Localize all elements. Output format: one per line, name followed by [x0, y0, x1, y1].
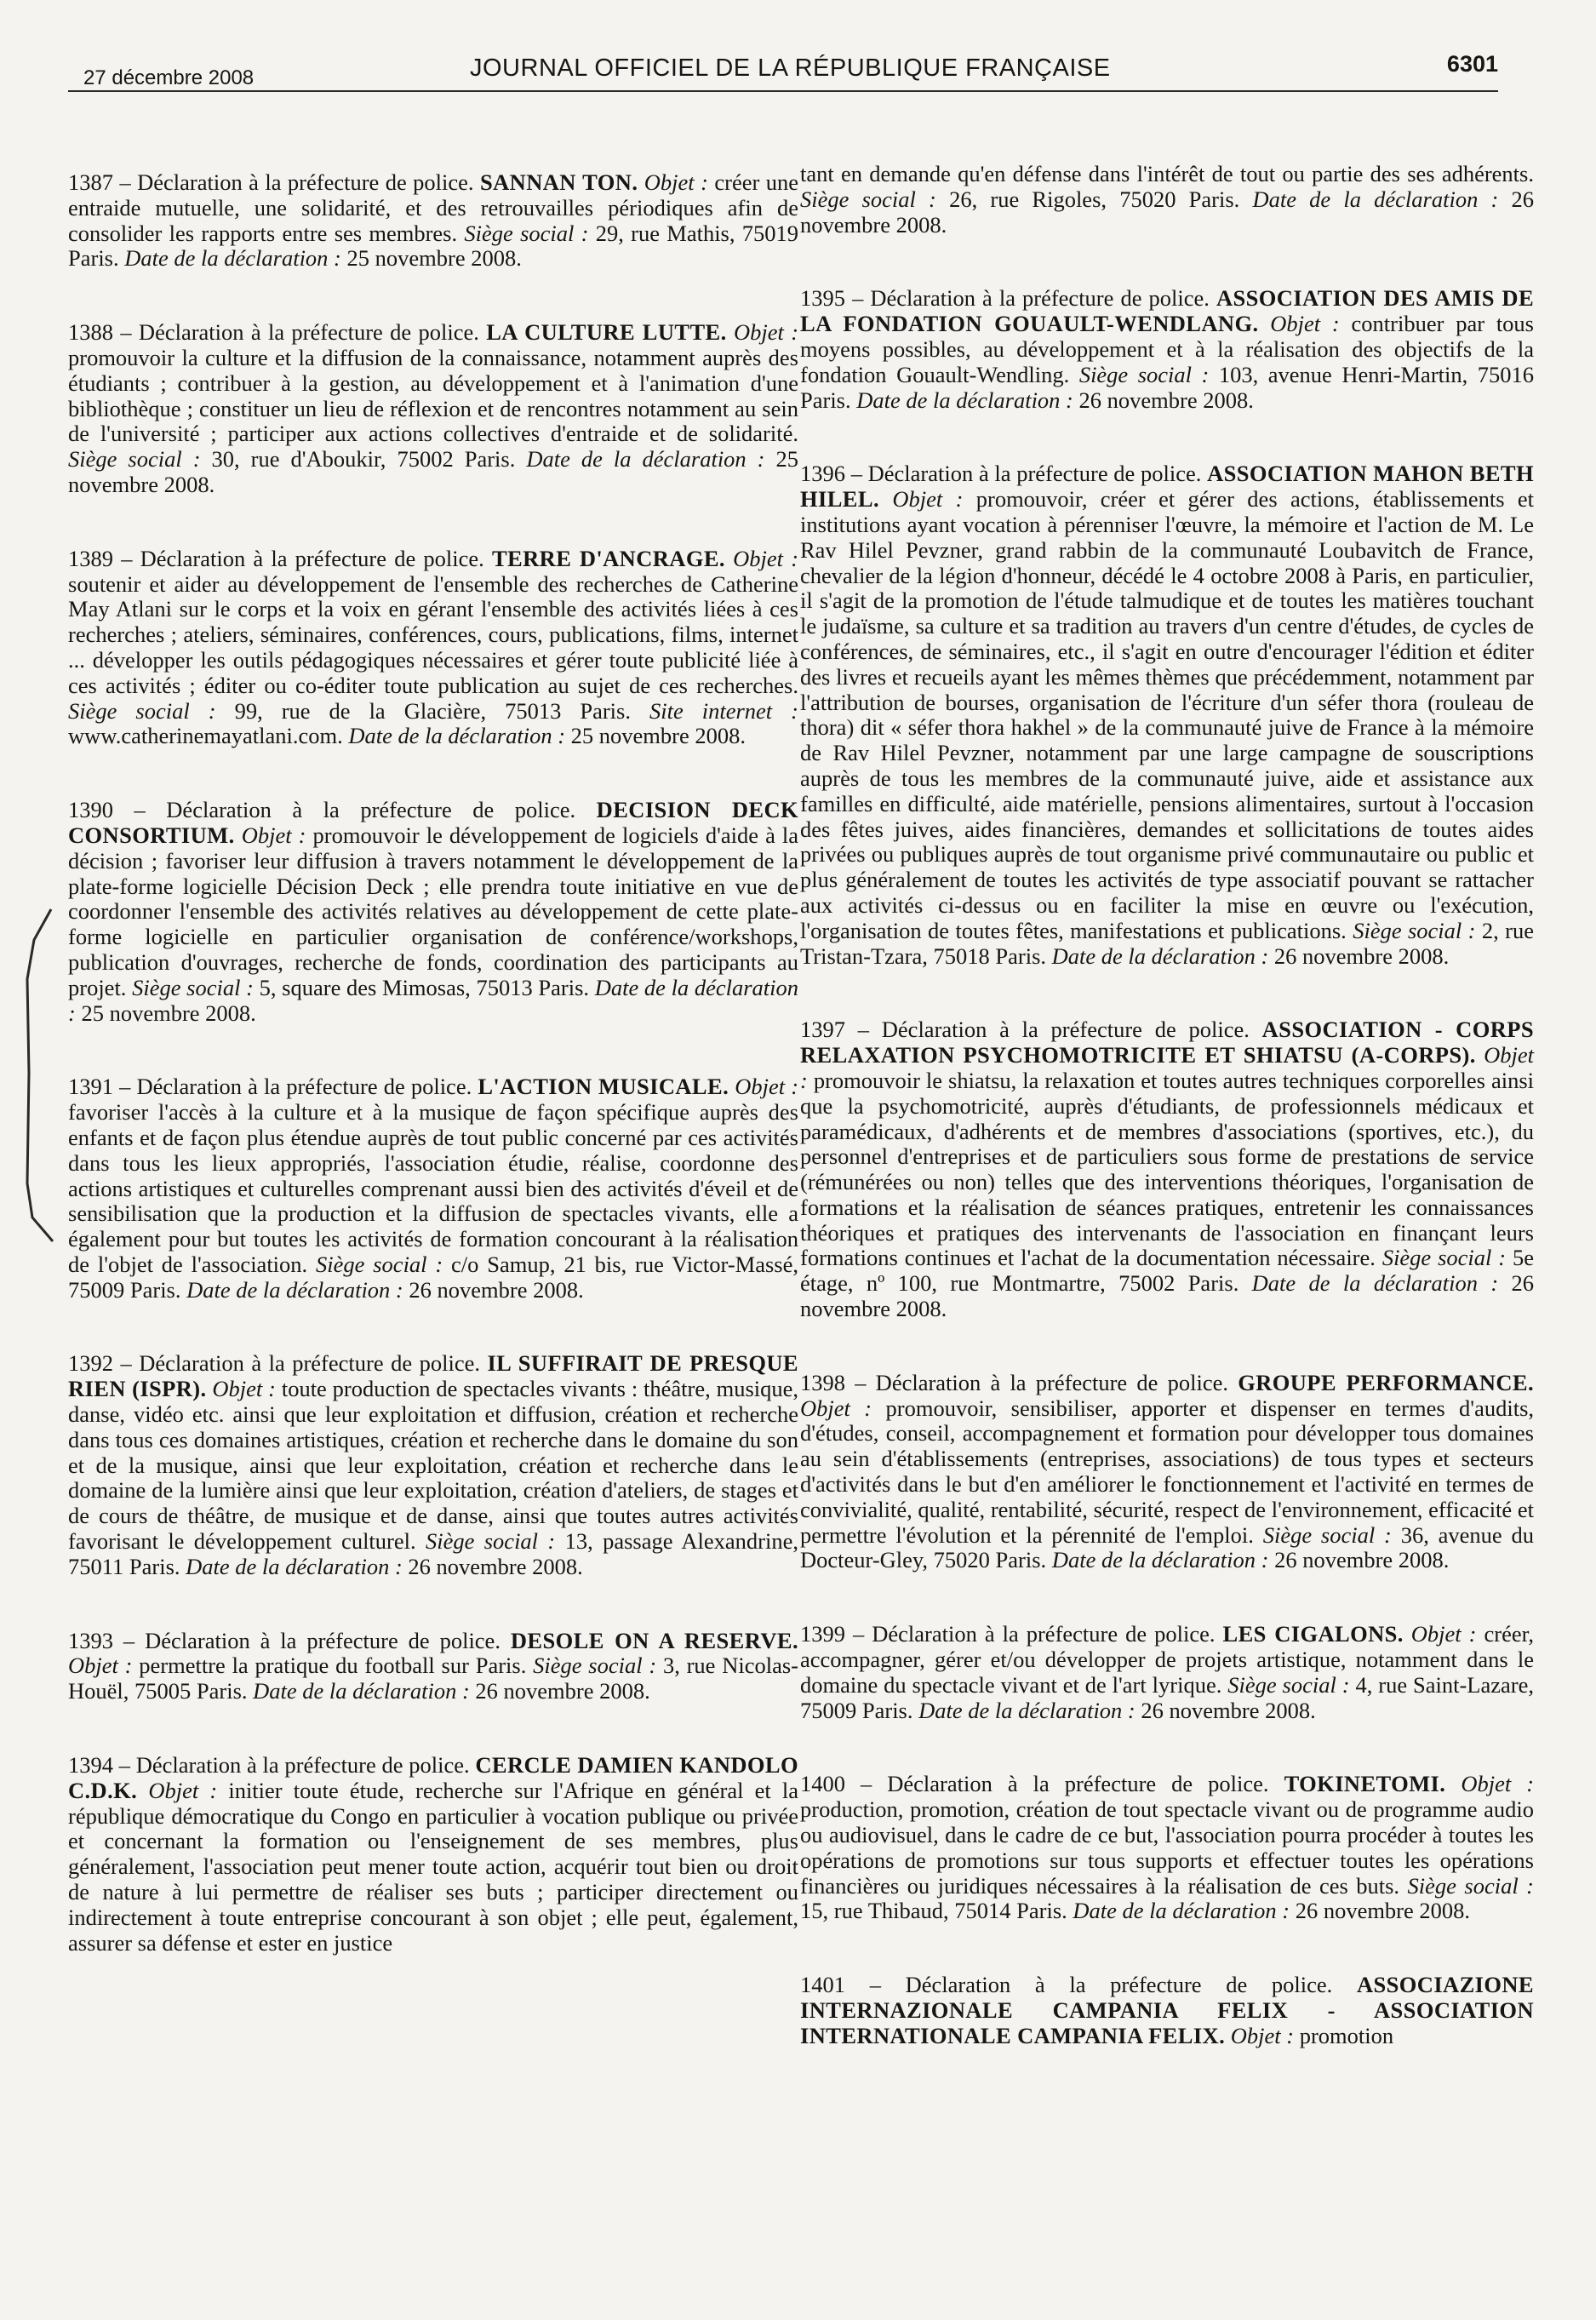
objet-label: Objet : — [1461, 1771, 1535, 1797]
entry-number: 1392 — [68, 1350, 113, 1377]
declaration-date: 26 novembre 2008. — [800, 1270, 1535, 1322]
association-name: TERRE D'ANCRAGE. — [491, 545, 725, 571]
objet-text: promouvoir, créer et gérer des actions, établissements et institutions ayant vocation à pérenniser l'œuvre, la mémoire et l'action de M. Le Rav Hilel Pevzner, grand rabbin de la communauté Loubavitch de France, chevalier de la légion d'honneur, décédé le 4 octobre 2008 à Paris, en particulier, il s'agit de la promotion de l'étude talmudique et de toutes les matières touchant le judaïsme, sa culture et sa tradition au travers d'un centre d'études, de cycles de conférences, de séminaires, etc., il s'agit en outre d'encourager l'édition et éditer des livres et recueils ayant les mêmes thèmes que précédemment, notamment par l'attribution de bourses, organisation de l'écriture d'un séfer thora (rouleau de thora) dit « séfer thora hakhel » de la communauté juive de France à la mémoire de Rav Hilel Pevzner, notamment par une large campagne de souscriptions auprès de tous les membres de la communauté juive, aide et assistance aux familles en difficulté, aide matérielle, pensions alimentaires, surtout à l'occasion des fêtes juives, aides financières, demandes et sollicitations de toutes aides privées ou publiques auprès de tout organisme privé communautaire ou public et plus généralement de toutes les activités de type associatif pouvant se rattacher aux activités ci-dessus ou en faciliter la mise en œuvre ou l'exécution, l'organisation de toutes fêtes, manifestations et publications. — [800, 486, 1535, 943]
siege-label: Siège social : — [800, 186, 936, 212]
association-name: GROUPE PERFORMANCE. — [1238, 1369, 1535, 1395]
objet-text: promotion — [1299, 2022, 1394, 2048]
objet-text: créer, accompagner, gérer et/ou développer de projets artistique, notamment dans le domaine du spectacle vivant et de l'art lyrique. — [800, 1621, 1534, 1698]
entry-1399 — [800, 1622, 1534, 1723]
entry-intro: – Déclaration à la préfecture de police. — [861, 1771, 1269, 1797]
declaration-date: 26 novembre 2008. — [1273, 942, 1450, 969]
objet-label: Objet : — [212, 1376, 276, 1402]
objet-label: Objet : — [733, 545, 799, 571]
association-name: TOKINETOMI. — [1284, 1771, 1446, 1797]
objet-text: toute production de spectacles vivants : théâtre, musique, danse, vidéo etc. ainsi que leur exploitation et diffusion, création et recherche dans tous ces domaines artistiques, création et recherche dans le domaine du son et de la musique, ainsi que leur exploitation, création et recherche dans le domaine de la lumière ainsi que leur exploitation, création d'ateliers, de stages et de cours de théâtre, de musique et de danse, ainsi que toutes autres activités favorisant le développement culturel. — [68, 1376, 799, 1555]
siege-label: Siège social : — [132, 974, 254, 1000]
declaration-date: 26 novembre 2008. — [475, 1678, 650, 1704]
declaration-date: 25 novembre 2008. — [570, 723, 747, 749]
entry-intro: – Déclaration à la préfecture de police. — [119, 169, 474, 195]
siege-label: Siège social : — [1262, 1521, 1392, 1548]
date-label: Date de la déclaration : — [918, 1697, 1136, 1723]
header-rule — [68, 90, 1498, 92]
declaration-date: 26 novembre 2008. — [1295, 1898, 1471, 1924]
objet-label: Objet : — [241, 822, 306, 848]
siege-text: 13, passage Alexandrine, 75011 Paris. — [68, 1528, 799, 1579]
date-label: Date de la déclaration : — [1073, 1898, 1290, 1924]
declaration-date: 26 novembre 2008. — [800, 186, 1535, 238]
entry-number: 1397 — [800, 1017, 845, 1043]
entry-number: 1388 — [68, 319, 113, 346]
entry-1397 — [800, 1017, 1534, 1322]
entry-number: 1396 — [800, 461, 845, 487]
entry-number: 1394 — [68, 1752, 113, 1779]
association-name: ASSOCIAZIONE INTERNAZIONALE CAMPANIA FELIX - ASSOCIATION INTERNATIONALE CAMPANIA FELIX. — [800, 1972, 1535, 2048]
objet-label: Objet : — [644, 169, 708, 195]
entry-1394 — [68, 1753, 798, 1956]
siege-text: 5, square des Mimosas, 75013 Paris. — [259, 974, 590, 1000]
date-label: Date de la déclaration : — [1051, 942, 1269, 969]
entry-intro: – Déclaration à la préfecture de police. — [855, 1369, 1228, 1395]
entry-number: 1401 — [800, 1972, 845, 1998]
association-name: DESOLE ON A RESERVE. — [510, 1627, 798, 1653]
declaration-date: 26 novembre 2008. — [409, 1276, 584, 1303]
objet-label: Objet : — [800, 1395, 872, 1421]
date-label: Date de la déclaration : — [68, 974, 799, 1026]
entry-1390 — [68, 798, 798, 1026]
objet-text: promouvoir le développement de logiciels d'aide à la décision ; favoriser leur diffusion à travers notamment le développement de la plate-forme logicielle Décision Deck ; elle prendra toute initiative en vue de coordonner l'ensemble des activités relatives au développement de cette plate-forme logicielle en particulier organisation de conférence/workshops, publication d'ouvrages, recherche de fonds, coordination des participants au projet. — [68, 822, 799, 1000]
date-label: Date de la déclaration : — [1252, 186, 1499, 212]
entry-intro: – Déclaration à la préfecture de police. — [120, 319, 479, 346]
entry-intro: – Déclaration à la préfecture de police. — [852, 285, 1210, 312]
siege-label: Siège social : — [426, 1528, 556, 1555]
siege-text: 3, rue Nicolas-Houël, 75005 Paris. — [68, 1653, 798, 1704]
siege-text: 99, rue de la Glacière, 75013 Paris. — [234, 697, 631, 724]
siege-text: 5e étage, nº 100, rue Montmartre, 75002 Paris. — [800, 1245, 1535, 1297]
entry-intro: – Déclaration à la préfecture de police. — [853, 1621, 1216, 1647]
entry-number: 1398 — [800, 1369, 845, 1395]
entry-intro: – Déclaration à la préfecture de police. — [869, 1972, 1333, 1998]
entry-number: 1387 — [68, 169, 113, 195]
siege-text: 36, avenue du Docteur-Gley, 75020 Paris. — [800, 1521, 1535, 1573]
siege-label: Siège social : — [464, 220, 589, 246]
objet-text: promouvoir, sensibiliser, apporter et dispenser en termes d'audits, d'études, conseil, accompagnement et formation pour développer tous domaines au sein d'établissements (entreprises, associations) de tous types et secteurs d'activités dans le but d'en améliorer le fonctionnement et l'activité en termes de convivialité, qualité, rentabilité, sécurité, respect de l'environnement, efficacité et permettre l'évolution et la pérennité de l'emploi. — [800, 1395, 1535, 1548]
association-name: L'ACTION MUSICALE. — [478, 1074, 729, 1100]
declaration-date: 26 novembre 2008. — [1141, 1697, 1316, 1723]
entry-1401 — [800, 1973, 1534, 2048]
date-label: Date de la déclaration : — [856, 387, 1073, 413]
declaration-date: 25 novembre 2008. — [81, 1000, 256, 1026]
siege-text: 2, rue Tristan-Tzara, 75018 Paris. — [800, 917, 1534, 969]
date-label: Date de la déclaration : — [1051, 1547, 1269, 1573]
entry-1391 — [68, 1074, 798, 1303]
siege-text: 103, avenue Henri-Martin, 75016 Paris. — [800, 361, 1535, 413]
entry-1387 — [68, 170, 798, 272]
entry-intro: – Déclaration à la préfecture de police. — [118, 1752, 470, 1779]
association-name: ASSOCIATION DES AMIS DE LA FONDATION GOUAULT-WENDLANG. — [800, 285, 1535, 337]
entry-intro: – Déclaration à la préfecture de police. — [123, 1627, 501, 1653]
declaration-date: 25 novembre 2008. — [68, 446, 799, 497]
declaration-date: 26 novembre 2008. — [1078, 387, 1254, 413]
entry-number: 1391 — [68, 1074, 113, 1100]
siege-label: Siège social : — [1407, 1872, 1535, 1899]
entry-intro: – Déclaration à la préfecture de police. — [850, 461, 1202, 487]
siege-label: Siège social : — [533, 1653, 657, 1679]
objet-text: créer une entraide mutuelle, une solidarité, et des retrouvailles périodiques afin de consolider les rapports entre ses membres. — [68, 169, 799, 246]
entry-number: 1399 — [800, 1621, 845, 1647]
entry-1393 — [68, 1629, 798, 1704]
siege-label: Siège social : — [68, 697, 216, 724]
entry-intro: – Déclaration à la préfecture de police. — [120, 1350, 480, 1377]
entry-1388 — [68, 320, 798, 498]
objet-label: Objet : — [68, 1653, 133, 1679]
objet-text: permettre la pratique du football sur Paris. — [139, 1653, 527, 1679]
siege-label: Siège social : — [1227, 1671, 1350, 1698]
date-label: Date de la déclaration : — [348, 723, 566, 749]
siege-text: 15, rue Thibaud, 75014 Paris. — [800, 1898, 1067, 1924]
objet-text: soutenir et aider au développement de l'ensemble des recherches de Catherine May Atlani sur le corps et la voix en gérant l'ensemble des activités liées à ces recherches ; ateliers, séminaires, conférences, cours, publications, films, internet ... développer les outils pédagogiques nécessaires et gérer toute publicité liée à ces activités ; éditer ou co-éditer toute publication au sujet de ces recherches. — [68, 570, 798, 698]
entry-1396 — [800, 461, 1534, 969]
objet-label: Objet : — [735, 1074, 799, 1100]
objet-text: production, promotion, création de tout spectacle vivant ou de programme audio ou audiovisuel, dans le cadre de ce but, l'association pourra procéder à toutes les opérations de promotions sur tous supports et effectuer toutes les opérations financières ou juridiques nécessaires à la réalisation de ces buts. — [800, 1796, 1534, 1899]
siege-label: Siège social : — [1353, 917, 1476, 943]
siege-text: 26, rue Rigoles, 75020 Paris. — [949, 186, 1240, 212]
right-column — [800, 162, 1534, 2098]
association-name: DECISION DECK CONSORTIUM. — [68, 797, 799, 848]
entry-1395 — [800, 286, 1534, 413]
date-label: Date de la déclaration : — [253, 1678, 470, 1704]
siege-text: 4, rue Saint-Lazare, 75009 Paris. — [800, 1671, 1534, 1723]
association-name: CERCLE DAMIEN KANDOLO C.D.K. — [68, 1752, 798, 1803]
objet-label: Objet : — [892, 486, 964, 513]
date-label: Date de la déclaration : — [186, 1553, 403, 1579]
date-label: Date de la déclaration : — [124, 245, 341, 272]
association-name: SANNAN TON. — [480, 169, 638, 195]
entry-1389 — [68, 547, 798, 749]
siege-text: c/o Samup, 21 bis, rue Victor-Massé, 75009 Paris. — [68, 1251, 798, 1303]
objet-text: favoriser l'accès à la culture et à la musique de façon spécifique auprès des enfants et de façon plus étendue auprès de tout public concerné par ces activités dans tous les lieux appropriés, l'association étudie, réalise, coordonne des actions artistiques et culturelles comprenant aussi bien des activités d'éveil et de sensibilisation que la production et la diffusion de spectacles vivants, elle a également pour but toutes les activités de formation concourant à la réalisation de l'objet de l'association. — [68, 1099, 798, 1277]
date-label: Date de la déclaration : — [1251, 1270, 1499, 1297]
entry-intro: – Déclaration à la préfecture de police. — [857, 1017, 1250, 1043]
objet-text: promouvoir la culture et la diffusion de la connaissance, notamment auprès des étudiants ; contribuer à la gestion, au développement et à l'animation d'une bibliothèque ; constituer un lieu de réflexion et de rencontres notamment au sein de l'université ; participer aux actions collectives d'entraide et de solidarité. — [68, 344, 798, 447]
objet-text: initier toute étude, recherche sur l'Afrique en général et la république démocratique du Congo en particulier à vocation publique ou privée et concernant la formation ou l'enseignement de ses membres, plus généralement, l'association peut mener toute action, acquérir tout bien ou droit de nature à lui permettre de réaliser ses buts ; participer directement ou indirectement à toute entreprise concourant à son objet ; elle peut, également, assurer sa défense et ester en justice — [68, 1777, 799, 1956]
margin-bracket-mark — [19, 902, 61, 1243]
siege-text: 30, rue d'Aboukir, 75002 Paris. — [211, 446, 516, 473]
page-number: 6301 — [1446, 51, 1498, 77]
header-date: 27 décembre 2008 — [83, 66, 255, 89]
entry-number: 1390 — [68, 797, 113, 823]
objet-label: Objet : — [733, 319, 799, 346]
objet-label: Objet : — [1230, 2022, 1295, 2048]
siege-label: Siège social : — [316, 1251, 443, 1277]
entry-intro: – Déclaration à la préfecture de police. — [119, 1074, 472, 1100]
date-label: Date de la déclaration : — [526, 446, 765, 473]
association-name: IL SUFFIRAIT DE PRESQUE RIEN (ISPR). — [68, 1350, 798, 1402]
declaration-date: 26 novembre 2008. — [1274, 1547, 1450, 1573]
entry-1394-continuation — [800, 162, 1534, 238]
objet-label: Objet : — [800, 1042, 1535, 1093]
entry-intro: – Déclaration à la préfecture de police. — [121, 545, 484, 571]
entry-number: 1395 — [800, 285, 845, 312]
objet-label: Objet : — [148, 1777, 218, 1803]
objet-text: contribuer par tous moyens possibles, au développement et à la réalisation des objectifs de la fondation Gouault-Wendling. — [800, 311, 1534, 387]
left-column — [68, 170, 798, 2004]
entry-number: 1400 — [800, 1771, 845, 1797]
association-name: LA CULTURE LUTTE. — [486, 319, 727, 346]
entry-1398 — [800, 1371, 1534, 1573]
entry-number: 1389 — [68, 545, 113, 571]
objet-text: promouvoir le shiatsu, la relaxation et toutes autres techniques corporelles ainsi que la psychomotricité, auprès d'étudiants, de professionnels médicaux et paramédicaux, d'adhérents et de membres d'associations (sportives, etc.), du personnel d'entreprises et de particuliers sous forme de prestations de service (rémunérées ou non) telles que des interventions théoriques, l'organisation de formations et la réalisation de séances pratiques, entretenir les connaissances théoriques et pratiques des intervenants de l'association en finançant leurs formations continues et l'achat de la documentation nécessaire. — [800, 1067, 1534, 1271]
siege-text: 29, rue Mathis, 75019 Paris. — [68, 220, 799, 272]
siege-label: Siège social : — [1078, 361, 1210, 387]
declaration-date: 25 novembre 2008. — [346, 245, 522, 272]
entry-intro: – Déclaration à la préfecture de police. — [134, 797, 576, 823]
association-name: ASSOCIATION MAHON BETH HILEL. — [800, 461, 1535, 513]
declaration-date: 26 novembre 2008. — [408, 1553, 583, 1579]
objet-label: Objet : — [1270, 311, 1340, 337]
association-name: ASSOCIATION - CORPS RELAXATION PSYCHOMOTRICITE ET SHIATSU (A-CORPS). — [800, 1017, 1534, 1068]
entry-1392 — [68, 1351, 798, 1579]
site-label: Site internet : — [649, 697, 798, 724]
page-header — [60, 48, 1498, 89]
entry-1400 — [800, 1772, 1534, 1924]
objet-label: Objet : — [1410, 1621, 1477, 1647]
siege-label: Siège social : — [1381, 1245, 1507, 1271]
association-name: LES CIGALONS. — [1222, 1621, 1404, 1647]
siege-label: Siège social : — [68, 446, 201, 473]
website-link[interactable]: www.catherinemayatlani.com. — [68, 723, 343, 749]
continuation-text: tant en demande qu'en défense dans l'intérêt de tout ou partie des ses adhérents. — [800, 161, 1534, 186]
date-label: Date de la déclaration : — [186, 1276, 403, 1303]
header-title: JOURNAL OFFICIEL DE LA RÉPUBLIQUE FRANÇAISE — [470, 54, 1111, 82]
entry-number: 1393 — [68, 1627, 113, 1653]
